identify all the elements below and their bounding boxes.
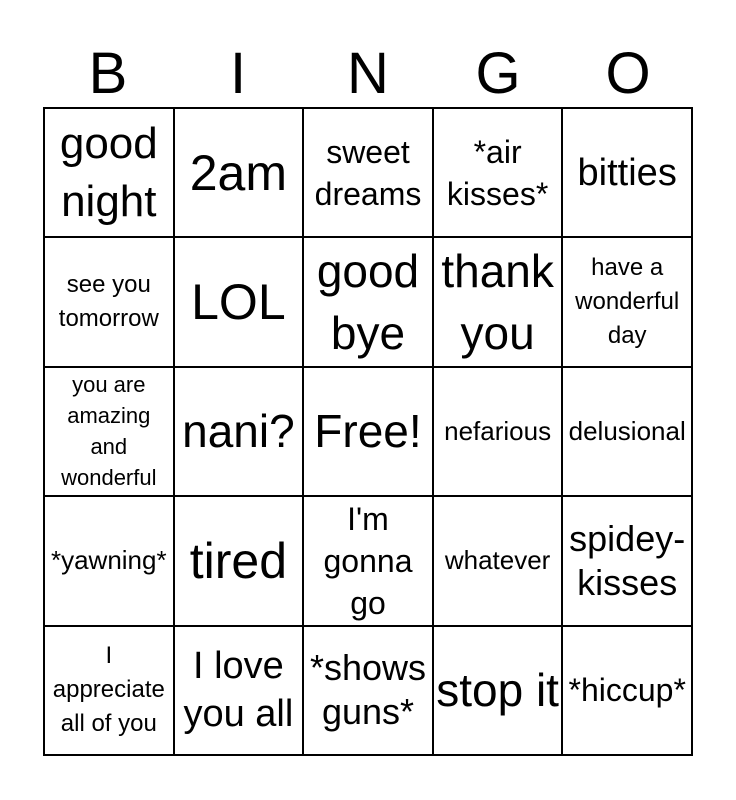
bingo-header [43, 40, 693, 108]
bingo-cell[interactable] [562, 237, 692, 366]
bingo-cell[interactable] [44, 108, 174, 237]
header-letter-n: N [347, 41, 389, 106]
bingo-cell[interactable] [44, 496, 174, 625]
bingo-cell[interactable] [174, 496, 304, 625]
cell-label: *air kisses* [446, 133, 549, 212]
bingo-cell[interactable] [174, 367, 304, 496]
bingo-grid [43, 107, 693, 756]
cell-label: I appreciate all of you [52, 642, 165, 738]
bingo-cell[interactable] [303, 237, 433, 366]
bingo-cell[interactable] [562, 108, 692, 237]
bingo-cell[interactable] [174, 108, 304, 237]
cell-label: thank you [441, 245, 554, 360]
bingo-cell[interactable] [44, 626, 174, 755]
cell-label: delusional [568, 415, 686, 446]
cell-label: whatever [444, 545, 551, 576]
cell-label: you are amazing and wonderful [61, 372, 157, 491]
bingo-cell[interactable] [44, 237, 174, 366]
header-letter-o: O [605, 41, 651, 106]
bingo-cell[interactable] [562, 367, 692, 496]
bingo-cell[interactable] [433, 108, 563, 237]
cell-label: I'm gonna go [323, 500, 413, 621]
cell-label: sweet dreams [314, 133, 422, 212]
cell-label: bitties [577, 151, 677, 194]
bingo-cell[interactable] [174, 626, 304, 755]
cell-label: *yawning* [50, 545, 167, 576]
bingo-cell[interactable] [433, 626, 563, 755]
header-letter-b: B [88, 41, 128, 106]
cell-label: see you tomorrow [58, 271, 159, 333]
cell-label: nefarious [444, 415, 552, 446]
cell-label: Free! [314, 405, 422, 458]
cell-label: nani? [182, 405, 295, 458]
header-letter-g: G [475, 41, 521, 106]
cell-label: *shows guns* [309, 647, 427, 733]
cell-label: I love you all [183, 645, 294, 736]
cell-label: spidey-kisses [569, 517, 686, 603]
cell-label: stop it [436, 664, 559, 717]
cell-label: 2am [189, 144, 288, 201]
cell-label: *hiccup* [568, 672, 686, 709]
bingo-cell[interactable] [562, 626, 692, 755]
bingo-cell[interactable] [303, 496, 433, 625]
cell-label: tired [189, 532, 288, 589]
bingo-cell[interactable] [174, 237, 304, 366]
bingo-cell[interactable] [433, 237, 563, 366]
bingo-cell[interactable] [303, 108, 433, 237]
bingo-cell[interactable] [303, 367, 433, 496]
bingo-cell[interactable] [562, 496, 692, 625]
cell-label: good night [59, 118, 158, 226]
bingo-cell[interactable] [433, 496, 563, 625]
cell-label: LOL [191, 274, 286, 331]
header-letter-i: I [229, 41, 247, 106]
cell-label: good bye [316, 245, 420, 360]
bingo-cell[interactable] [44, 367, 174, 496]
cell-label: have a wonderful day [575, 254, 680, 350]
bingo-cell[interactable] [303, 626, 433, 755]
bingo-cell[interactable] [433, 367, 563, 496]
